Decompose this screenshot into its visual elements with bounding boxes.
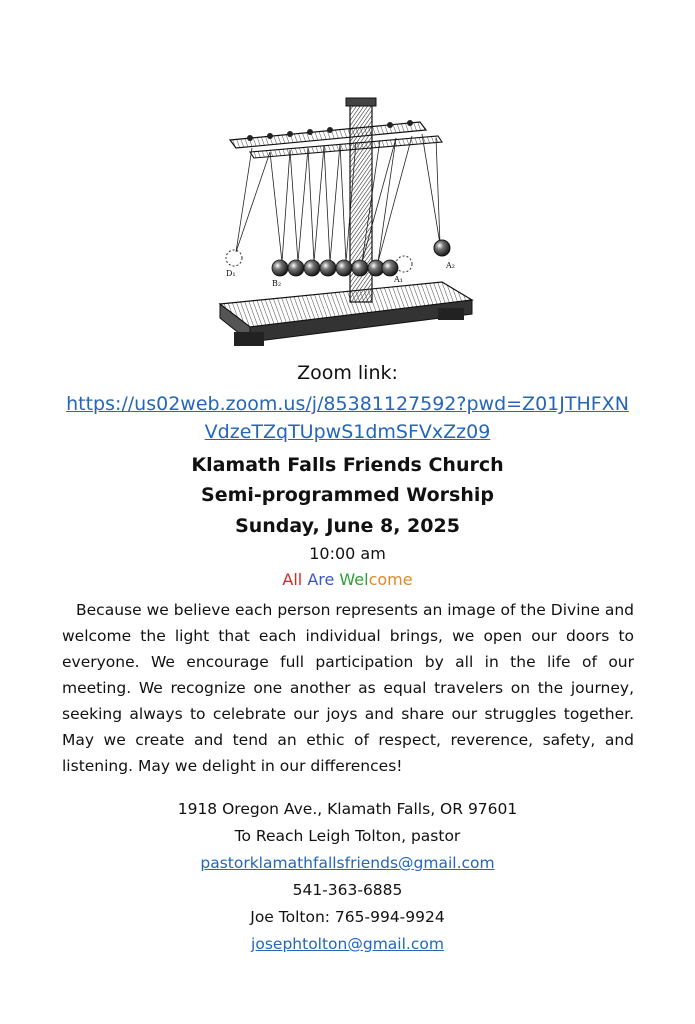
welcome-word-are: Are [307,570,335,589]
welcome-word-all: All [282,570,303,589]
church-name: Klamath Falls Friends Church [191,454,504,476]
zoom-url-line-2[interactable]: VdzeTZqTUpwS1dmSFVxZz09 [204,421,491,443]
zoom-link-label: Zoom link: [297,362,398,384]
joe-email-link[interactable]: josephtolton@gmail.com [251,935,444,953]
pastor-contact-line: To Reach Leigh Tolton, pastor [234,827,461,845]
joe-contact-line: Joe Tolton: 765-994-9924 [250,908,445,926]
zoom-meeting-link[interactable] [0,390,695,446]
welcome-statement: Because we believe each person represents an image of the Divine and welcome the light that each individual brings, we open our doors to everyone. We encourage full participation by all in the life of our meeting. We recognize one another as equal travelers on the journey, seeking always to celebrate our joys and share our struggles together. May we create and tend an ethic of respect, reverence, safety, and listening. May we delight in our differences! [62,601,634,775]
welcome-word-wel: Wel [339,570,369,589]
pastor-phone: 541-363-6885 [292,881,403,899]
svg-text:A₂: A₂ [446,261,455,270]
event-time: 10:00 am [309,544,386,563]
pastor-email-link[interactable]: pastorklamathfallsfriends@gmail.com [200,854,495,872]
svg-text:A₁: A₁ [394,275,403,284]
event-date: Sunday, June 8, 2025 [235,515,460,537]
svg-text:B₂: B₂ [272,279,282,288]
zoom-url-line-1[interactable]: https://us02web.zoom.us/j/85381127592?pwd=Z01JTHFXN [66,393,629,415]
svg-text:D₁: D₁ [226,269,236,278]
worship-type: Semi-programmed Worship [201,484,494,506]
newtons-cradle-engraving-icon [190,82,510,352]
all-are-welcome [0,568,695,592]
church-address: 1918 Oregon Ave., Klamath Falls, OR 97601 [177,800,518,818]
welcome-word-come: come [368,570,413,589]
